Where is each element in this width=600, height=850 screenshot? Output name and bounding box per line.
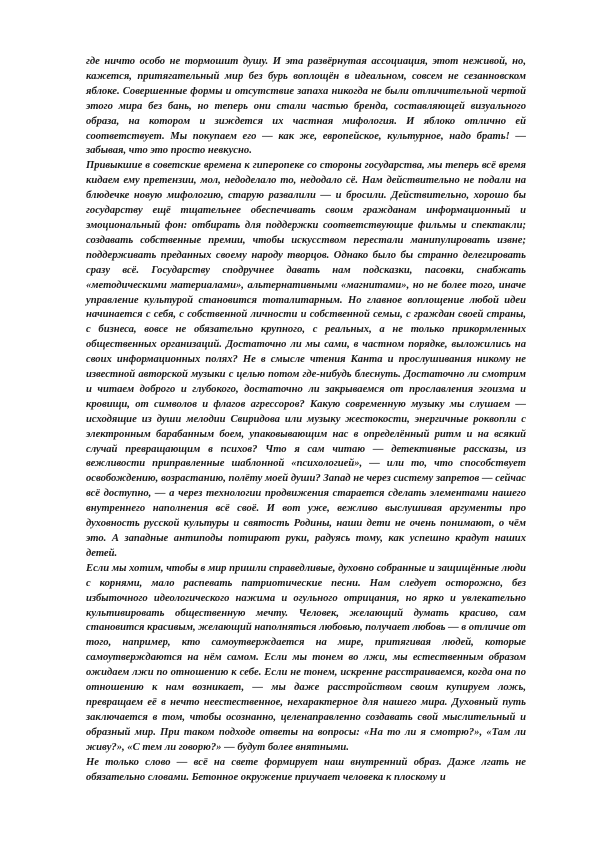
paragraph-3: Если мы хотим, чтобы в мир пришли справедливые, духовно собранные и защищённые люди с корнями, мало распевать патриотические песни. Нам следует осторожно, без избыточного идеологического нажима и огульного отрицания, но ярко и увлекательно культивировать общественную мечту. Человек, желающий думать красиво, сам становится красивым, желающий наполняться любовью, получает любовь — в отличие от того, например, кто самоутверждается на мире, притягивая людей, которые самоутверждаются на нём самом. Если мы тонем во лжи, мы естественным образом ожидаем лжи по отношению к себе. Если не тонем, искренне расстраиваемся, когда она по отношению к нам возникает, — мы даже расстройством своим купируем ложь, превращаем её в нечто неестественное, нехарактерное для нашего мира. Духовный путь заключается в том, чтобы осознанно, целенаправленно создавать свой мыслительный и образный мир. При таком подходе ответы на вопросы: «На то ли я смотрю?», «Там ли живу?», «С тем ли говорю?» — будут более внятными.	[86, 562, 526, 753]
paragraph-1: где ничто особо не тормошит душу. И эта развёрнутая ассоциация, этот неживой, но, кажется, притягательный мир без бурь воплощён в идеальном, совсем не сезанновском яблоке. Совершенные формы и отсутствие запаха никогда не были отличительной чертой этого мира без бань, но теперь они стали частью бренда, составляющей визуального образа, на котором и зиждется их частная мифология. И яблоко отлично ей соответствует. Мы покупаем его — как же, европейское, культурное, надо брать! — забывая, что это просто невкусно.	[86, 56, 526, 157]
paragraph-2: Привыкшие в советские времена к гиперопеке со стороны государства, мы теперь всё время кидаем ему претензии, мол, недоделало то, недодало сё. Нам действительно не подали на блюдечке новую мифологию, старую развалили — и бросили. Действительно, хорошо бы государству ещё тщательнее обеспечивать своим гражданам информационный и эмоциональный фон: отбирать для поддержки соответствующие фильмы и спектакли; создавать собственные премии, чтобы искусством перестали манипулировать извне; поддерживать преданных своему народу творцов. Однако было бы странно делегировать сразу всё. Государству сподручнее давать нам подсказки, пасовки, снабжать «методическими материалами», альтернативными «магнитами», но не более того, иначе управление культурой становится тоталитарным. Но главное воплощение любой идеи начинается с себя, с собственной личности и собственной семьи, с граждан своей страны, с бизнеса, вовсе не обязательно крупного, с реальных, а не только прикормленных общественных организаций. Достаточно ли мы сами, в частном порядке, выложились на своих информационных полях? Не в смысле чтения Канта и прослушивания никому не известной авторской музыки с целью потом где-нибудь блеснуть. Достаточно ли смотрим и читаем доброго и глубокого, достаточно ли закрываемся от прославления эгоизма и кровищи, от символов и флагов агрессоров? Какую современную музыку мы слушаем — исходящие из души мелодии Свиридова или музыку жестокости, энергичные роквопли с электронным барабанным боем, упаковывающим нас в определённый ритм и на всякий случай превращающим в психов? Что я сам читаю — детективные рассказы, из вежливости приправленные шаблонной «психологией», — или то, что способствует освобождению, возрастанию, полёту моей души? Запад не через систему запретов — сейчас всё доступно, — а через технологии продвижения старается сделать элементами нашего внутреннего наполнения всё своё. И вот уже, вежливо выслушивая аргументы про духовность русской культуры и святость Родины, наши дети не очень понимают, о чём это. А западные антиподы потирают руки, радуясь тому, как успешно крадут наших детей.	[86, 160, 526, 559]
paragraph-4: Не только слово — всё на свете формирует наш внутренний образ. Даже лгать не обязательно словами. Бетонное окружение приучает человека к плоскому и	[86, 756, 526, 783]
